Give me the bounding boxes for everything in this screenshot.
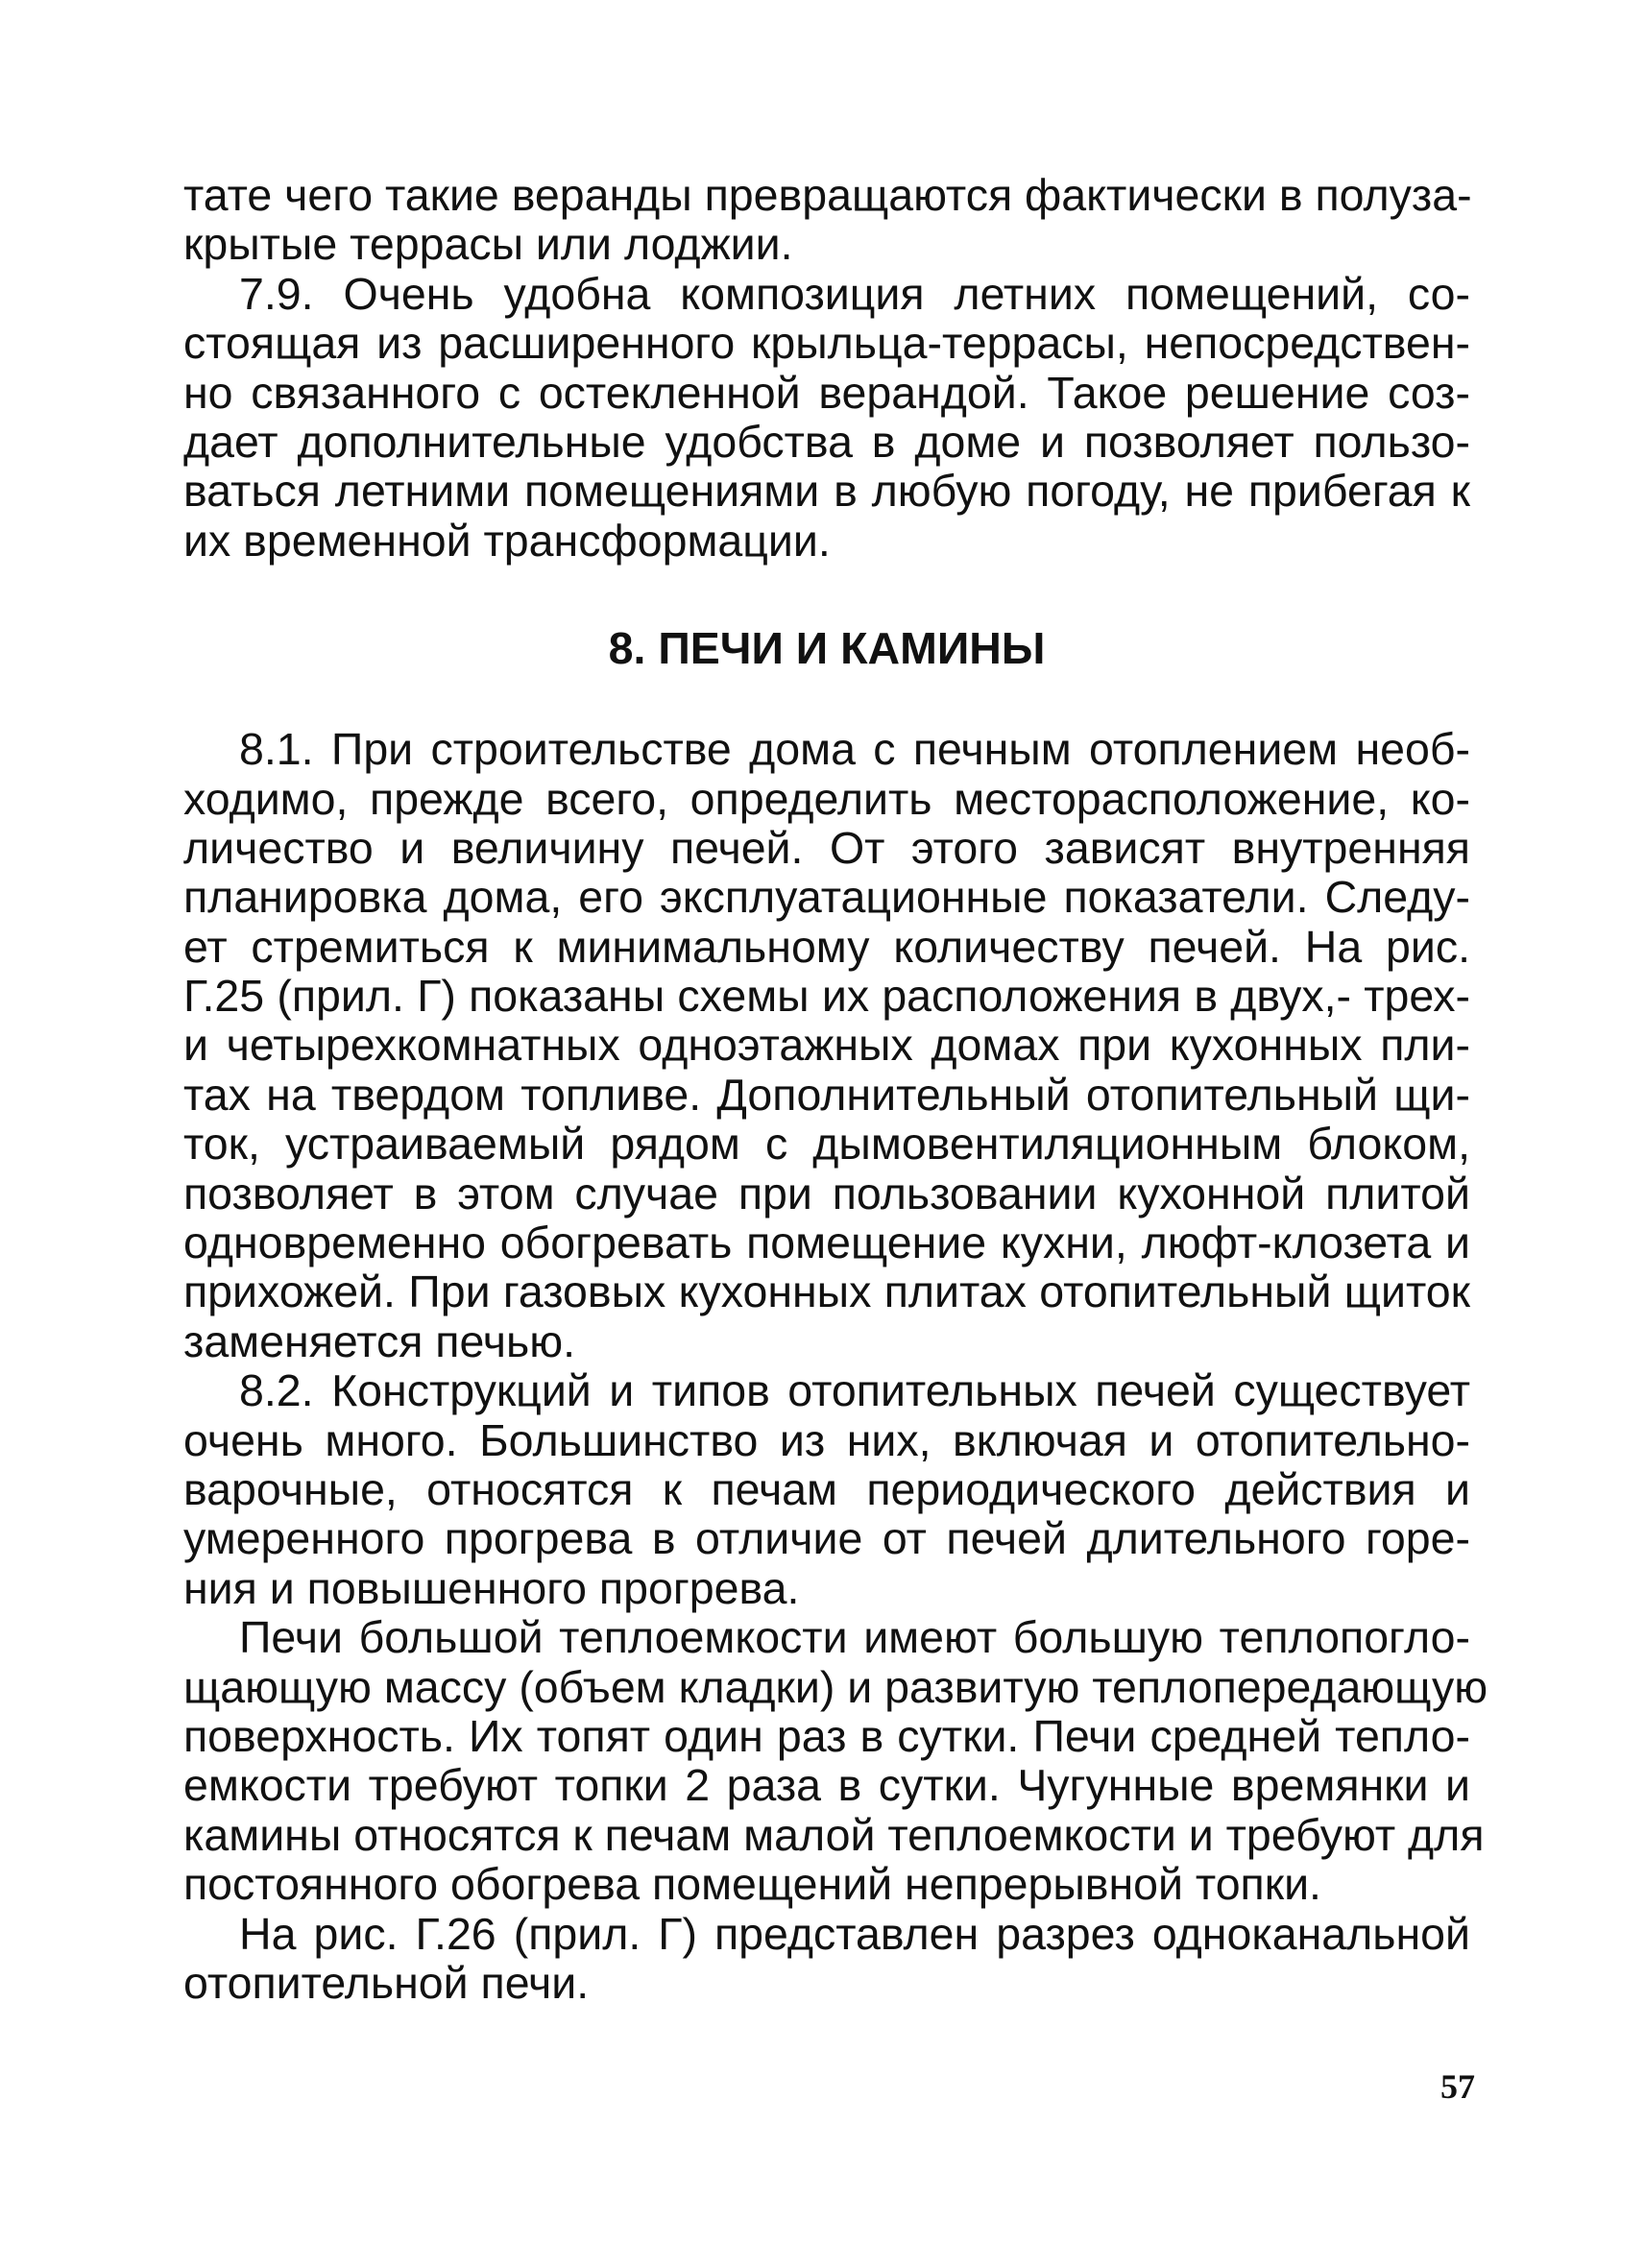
text-line: крытые террасы или лоджии.	[183, 219, 793, 270]
text-line: камины относятся к печам малой теплоемкости и требуют для	[183, 1809, 1485, 1860]
text-line: стоящая из расширенного крыльца-террасы, непосредствен-	[183, 318, 1470, 369]
paragraph-heat-capacity	[183, 1612, 1488, 1910]
paragraph-7-9	[183, 270, 1470, 566]
text-line: и четырехкомнатных одноэтажных домах при кухонных пли-	[183, 1020, 1470, 1071]
text-line: ния и повышенного прогрева.	[183, 1562, 800, 1613]
text-line: отопительной печи.	[183, 1957, 590, 2008]
paragraph-8-1	[183, 725, 1470, 1366]
text-line: их временной трансформации.	[183, 515, 831, 566]
text-line: одновременно обогревать помещение кухни, люфт-клозета и	[183, 1218, 1470, 1268]
text-line: ходимо, прежде всего, определить месторасположение, ко-	[183, 773, 1470, 824]
text-line: личество и величину печей. От этого зависят внутренняя	[183, 822, 1470, 873]
paragraph-8-2	[183, 1366, 1470, 1613]
text-line: умеренного прогрева в отличие от печей длительного горе-	[183, 1513, 1470, 1564]
text-line: 8.2. Конструкций и типов отопительных печей существует	[239, 1365, 1470, 1416]
text-line: щающую массу (объем кладки) и развитую теплопередающую	[183, 1661, 1488, 1712]
text-line: Г.25 (прил. Г) показаны схемы их расположения в двух,- трех-	[183, 971, 1470, 1022]
text-line: очень много. Большинство из них, включая и отопительно-	[183, 1414, 1470, 1465]
text-line: тате чего такие веранды превращаются фактически в полуза-	[183, 170, 1472, 220]
text-line: планировка дома, его эксплуатационные показатели. Следу-	[183, 872, 1470, 923]
text-line: позволяет в этом случае при пользовании кухонной плитой	[183, 1168, 1470, 1218]
text-line: ваться летними помещениями в любую погоду, не прибегая к	[183, 466, 1470, 517]
text-line: заменяется печью.	[183, 1315, 576, 1366]
text-line: На рис. Г.26 (прил. Г) представлен разрез одноканальной	[239, 1908, 1470, 1959]
text-line: постоянного обогрева помещений непрерывной топки.	[183, 1859, 1321, 1910]
paragraph-7-9-continuation	[183, 171, 1470, 270]
text-line: ет стремиться к минимальному количеству печей. На рис.	[183, 921, 1470, 972]
text-line: варочные, относятся к печам периодического действия и	[183, 1463, 1470, 1514]
text-line: дает дополнительные удобства в доме и позволяет пользо-	[183, 416, 1470, 467]
section-heading: 8. ПЕЧИ И КАМИНЫ	[608, 623, 1046, 674]
text-line: тах на твердом топливе. Дополнительный отопительный щи-	[183, 1069, 1470, 1120]
text-line: прихожей. При газовых кухонных плитах отопительный щиток	[183, 1267, 1470, 1317]
text-line: 7.9. Очень удобна композиция летних помещений, со-	[239, 268, 1470, 319]
page-body	[183, 170, 1488, 2008]
text-line: поверхность. Их топят один раз в сутки. Печи средней тепло-	[183, 1710, 1470, 1761]
text-line: Печи большой теплоемкости имеют большую теплопогло-	[239, 1612, 1470, 1663]
text-line: емкости требуют топки 2 раза в сутки. Чугунные времянки и	[183, 1760, 1470, 1811]
page-number: 57	[1440, 2067, 1475, 2106]
paragraph-figure-reference	[183, 1910, 1470, 2009]
text-line: но связанного с остекленной верандой. Такое решение соз-	[183, 367, 1470, 418]
text-line: ток, устраиваемый рядом с дымовентиляционным блоком,	[183, 1119, 1470, 1170]
text-line: 8.1. При строительстве дома с печным отоплением необ-	[239, 724, 1470, 775]
